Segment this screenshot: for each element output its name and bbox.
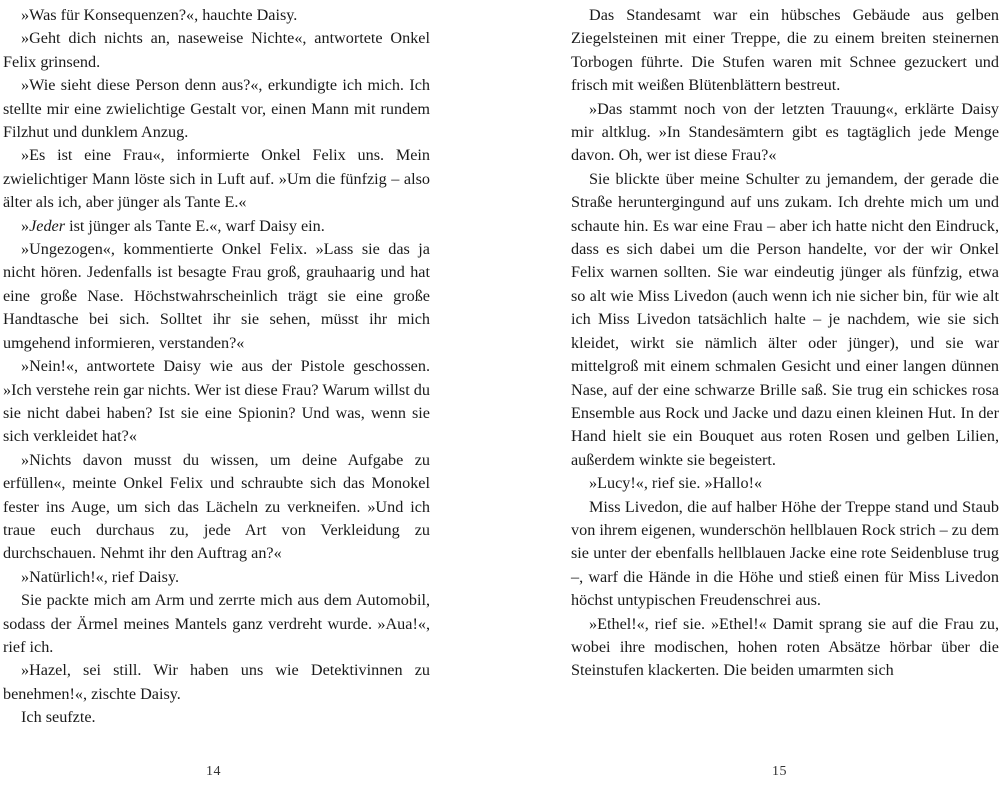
paragraph: Sie blickte über meine Schulter zu jemandem, der gerade die Straße heruntergingund auf uns zukam. Ich drehte mich um und schaute hin. Es war eine Frau – aber ich hatte nicht den Eindruck, dass es sich dabei um die Person handelte, vor der wir Onkel Felix warnen sollten. Sie war eindeutig jünger als fünfzig, etwa so alt wie Miss Livedon (auch wenn ich nie sicher bin, für wie alt ich Miss Livedon tatsächlich halte – je nachdem, wie sie sich kleidet, wirkt sie nämlich älter oder jünger), und sie war mittelgroß mit einem schmalen Gesicht und einer langen dünnen Nase, auf der eine schwarze Brille saß. Sie trug ein schickes rosa Ensemble aus Rock und Jacke und dazu einen kleinen Hut. In der Hand hielt sie ein Bouquet aus roten Rosen und gelben Lilien, außerdem winkte sie begeistert. bbox=[571, 169, 999, 469]
paragraph: »Ungezogen«, kommentierte Onkel Felix. »Lass sie das ja nicht hören. Jedenfalls ist besagte Frau groß, grauhaarig und hat eine große Nase. Höchstwahrscheinlich trägt sie eine große Handtasche bei sich. Solltet ihr sie sehen, müsst ihr mich umgehend informieren, verstanden?« bbox=[3, 240, 430, 352]
paragraph: »Nichts davon musst du wissen, um deine Aufgabe zu erfüllen«, meinte Onkel Felix und schraubte sich das Monokel fester ins Auge, um sich das Lächeln zu verkneifen. »Und ich traue euch durchaus zu, jede Art von Verkleidung zu durchschauen. Nehmt ihr den Auftrag an?« bbox=[3, 450, 430, 563]
paragraph: »Wie sieht diese Person denn aus?«, erkundigte ich mich. Ich stellte mir eine zwielichtige Gestalt vor, einen Mann mit rundem Filzhut und dunklem Anzug. bbox=[3, 76, 430, 142]
paragraph: Ich seufzte. bbox=[21, 708, 96, 727]
paragraph: »Natürlich!«, rief Daisy. bbox=[21, 567, 180, 586]
paragraph: »Das stammt noch von der letzten Trauung«, erklärte Daisy mir altklug. »In Standesämtern gibt es tagtäglich jede Menge davon. Oh, wer ist diese Frau?« bbox=[571, 99, 999, 165]
paragraph: Sie packte mich am Arm und zerrte mich aus dem Automobil, sodass der Ärmel meines Mantels ganz verdreht wurde. »Aua!«, rief ich. bbox=[3, 591, 430, 656]
paragraph: »Es ist eine Frau«, informierte Onkel Felix uns. Mein zwielichtiger Mann löste sich in Luft auf. »Um die fünfzig – also älter als ich, aber jünger als Tante E.« bbox=[3, 146, 430, 212]
paragraph: »Hazel, sei still. Wir haben uns wie Detektivinnen zu benehmen!«, zischte Daisy. bbox=[3, 661, 430, 703]
paragraph: »Nein!«, antwortete Daisy wie aus der Pistole geschossen. »Ich verstehe rein gar nichts. Wer ist diese Frau? Warum willst du sie nicht dabei haben? Ist sie eine Spionin? Und was, wenn sie sich verkleidet hat?« bbox=[3, 357, 430, 446]
paragraph: »Geht dich nichts an, naseweise Nichte«, antwortete Onkel Felix grinsend. bbox=[3, 29, 430, 71]
paragraph: »Was für Konsequenzen?«, hauchte Daisy. bbox=[21, 6, 298, 24]
page-number-left: 14 bbox=[206, 764, 221, 779]
emphasized-word: Jeder bbox=[29, 216, 66, 235]
paragraph: »Ethel!«, rief sie. »Ethel!« Damit sprang sie auf die Frau zu, wobei ihre modischen, hohen roten Absätze hörbar über die Steinstufen klackerten. Die beiden umarmten sich bbox=[571, 614, 999, 680]
page-number-right: 15 bbox=[772, 764, 787, 779]
right-page bbox=[571, 4, 999, 683]
left-page bbox=[3, 4, 430, 730]
paragraph: »Lucy!«, rief sie. »Hallo!« bbox=[589, 474, 763, 493]
paragraph: »Jeder ist jünger als Tante E.«, warf Daisy ein. bbox=[21, 216, 325, 235]
paragraph: Miss Livedon, die auf halber Höhe der Treppe stand und Staub von ihrem eigenen, wunderschön hellblauen Rock strich – zu dem sie unter der ebenfalls hellblauen Jacke eine rote Seidenbluse trug –, warf die Hände in die Höhe und stieß einen für Miss Livedon höchst untypischen Freudenschrei aus. bbox=[571, 497, 999, 610]
paragraph: Das Standesamt war ein hübsches Gebäude aus gelben Ziegelsteinen mit einer Treppe, die zu einem breiten steinernen Torbogen führte. Die Stufen waren mit Schnee gezuckert und frisch mit weißen Blütenblättern bestreut. bbox=[571, 6, 999, 95]
